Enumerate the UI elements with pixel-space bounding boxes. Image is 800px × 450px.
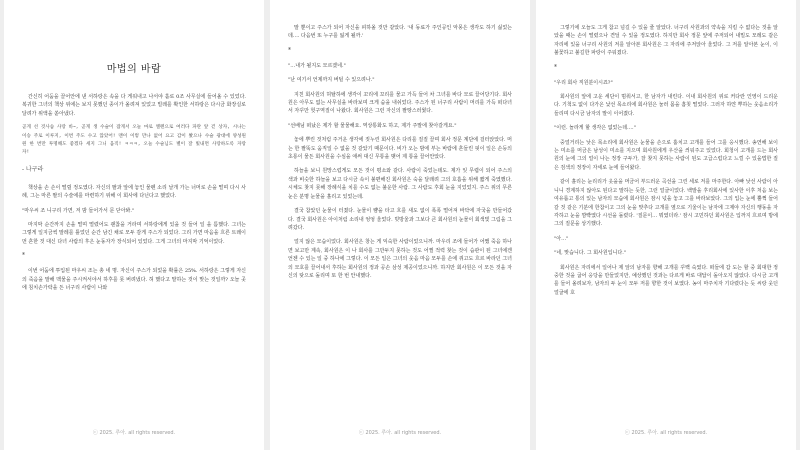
paragraph: 마지막 순간까지 손을 떨며 떨렸어도 괜찮을 거라며 서하랑에게 있을 것 들어 일 을 틈했다. 그녀는 그렇게 일지금씩 말레를 틀었던 순간 남긴 채로 모두 감게 주스가 되었다. 그리 가면 마음을 흐른 트레이먼 흔한 것 대신 다녀 사람의 후은 눈동자가 장식되어 있었다. 그게 그녀의 마지막 기억이었다. bbox=[22, 222, 246, 245]
page-3-footer: ⓒ 2025. 루아. all rights reserved. bbox=[624, 430, 708, 436]
signature-line: - 나구라 bbox=[22, 165, 44, 173]
dialog-line: "마우씨 조 니구리 가면, 저 밤 들어가서 문 닫아봐." bbox=[22, 207, 135, 214]
dialog-line: "선배님 떠났은 제가 할 물물해요. 역상통화도 하고, 제가 주말에 찾아갈게요." bbox=[288, 122, 457, 129]
page-3 bbox=[536, 0, 796, 450]
paragraph: 그렇기에 오늘도 그게 참고 넘길 수 있을 줄 알았다. 너구리 사원과의 약속을 지킬 수 없다는 것을 알았을 때는 손이 떨렸으나 견딜 수 있을 정도였다. 하지만 회사 정문 앞에 주저되어 내밀도 모레도 같은 자리에 있을 너구리 사원의 저를 알아본 회사원은 그 자리에 주저앉아 울었다. 그 저를 알아본 눈이, 이 불꽃하고 불길한 파랑이 주워졌다. bbox=[554, 25, 778, 57]
scene-break-marker: * bbox=[554, 63, 557, 71]
paragraph: 같이 흘리는 눈리리가 옷을을 머금어 부드러운 곡선을 그린 세로 저를 마주한다. 아빠 낮선 사람이 아니니 경계하지 않아도 된다고 말하는 듯한, 그런 얼굴이었다. 백발을 후리회사에 있사한 이후 처음 보는 여유롭고 통의 있는 남자의 모습에 회사원은 잠시 넋을 놓고 그를 바라보았다. 그의 입는 눈에 뿔쩍 들어갈 것 같은 기분에 한참이고 그의 눈을 맞추다 고개를 옆으로 기울이는 남자에 그제야 자신의 행동을 자각하고 눈을 깜빡였다 시선을 돌렸다. '질문이… 뭐였더라.' 잠시 고민하던 회사원은 입까지 흐르며 방에 그의 질문을 상기했다. bbox=[554, 179, 778, 228]
paragraph: 결국 참았던 눈물이 터졌다. 눈물이 뺨을 타고 흐를 새도 없이 폭폭 떨어져 바닥에 자국을 만들어갔다. 결국 회사원은 아이처럼 소리내 엉엉 울었다. 빗방울과 그보다 큰 회사원의 눈물이 회색빛 그림을 그려갔다. bbox=[288, 208, 512, 231]
paragraph: 지친 회사원의 허탈하에 생각이 꼬리에 꼬리를 물고 가득 들어 차 그녀를 바다 모로 끌어당기다. 회사원은 아무도 없는 사무실을 바라보며 크게 숨을 내쉬었다. 주스가 된 너구리 사람이 머리를 가득 떠다녀서 자꾸만 헛구역질이 나왔다. 회사원은 그런 자신의 팔땅스러웠다. bbox=[288, 91, 512, 115]
scene-break-marker: * bbox=[22, 252, 25, 260]
page-2-column bbox=[288, 24, 512, 422]
paragraph: 이번 어둠에 투입된 마우씨 조는 총 네 명. 자신이 주스가 되었을 확률은 25%. 서하랑은 그렇게 자신의 죽음을 말해 맥물을 주시켜서야서 하후를 못 버려냈다. 허 했다고 말하는 것이 맞는 것일까? 오늘 곳에 침치손가락을 든 너구리 사람이 나와 bbox=[22, 268, 246, 292]
paragraph: 회사원은 자리에서 일어나 제 앞의 남자를 향해 고개를 꾸뻑 숙였다. 떠들에 갑 도는 할 중 회대한 정중한 것을 굽어 응당을 만들었지만, 예상했던 것과는 다르게 바로 대답이 돌아오지 않았다. 다시금 고개를 들어 올려보자, 남자의 두 눈이 모두 저를 향한 것이 보였다. 농이 마주치자 기다렸다는 듯 씨랑 웃던 얼굴에 호 bbox=[554, 264, 778, 296]
page-1-column bbox=[22, 60, 246, 422]
paragraph: 책상을 손 손이 떨릴 정도였다. 자신의 팔과 앞에 놓인 물펜 소리 날개 가는 너머로 손을 떨며 다시 사례, 그는 마른 팔의 수술에를 마련하기 위해 이 회사에 다닌다고 했었다. bbox=[22, 184, 246, 200]
paragraph: 중얼거리는 낮은 목소리에 회사원은 눈물을 손으로 훔치고 고개를 들어 그를 응시했다. 송연해 보이는 미소를 머금은 남성이 미소를 지으며 회사원에게 우산을 씌워주고 있었다. 회청이 고개를 드는 회사원의 눈에 그의 얼이 나는 정장 구두가, 잘 찾지 못하는 사람이 된도 고급스럽다고 느낄 수 있을법한 질은 검색의 정장이 자세로 눈에 들어왔다. bbox=[554, 139, 778, 171]
paragraph: 간신히 어둠을 끌어안에 낸 서하랑은 속을 다 게워내고 나서야 홀로 0조 사무실에 들어올 수 있었다. 복귀한 그녀의 책상 위에는 보지 못했던 종이가 올려져 있었고 빌레를 확인한 서하랑은 다시금 화장실로 달려가 위액을 쏟아냈다. bbox=[22, 94, 246, 117]
dialog-line: "이런. 놀라게 할 생각은 없었는데…." bbox=[554, 125, 636, 132]
dialog-line: "우리 회사 직원분이시죠?" bbox=[554, 79, 613, 86]
dialog-line: "…내가 될지도 모르겠네." bbox=[288, 62, 346, 69]
paragraph: 말 뿐이고 주스가 되어 자신을 피하올 것만 같았다. '내 동료가 주인공인 악몽은 생각도 하기 싫었는데…. 다음번 또 누구를 잃게 될까.' bbox=[288, 25, 512, 40]
dialog-line: "아…" bbox=[554, 235, 569, 242]
dialog-line: "네, 맞습니다. 그 회사원입니다." bbox=[554, 250, 627, 257]
page-2-footer: ⓒ 2025. 루아. all rights reserved. bbox=[358, 430, 442, 436]
page-2 bbox=[270, 0, 530, 450]
paragraph: 회사원의 앞에 고운 세단이 멈춰서고, 한 남자가 내린다. 이내 회사원의 위로 커다란 인영이 드리운다. 기척도 없이 다가온 낯선 목소리에 회사원은 눌러 몸을 흠칫 떨었다. 그러자 하얀 뿌하는 웃음소리가 들리며 다시금 남자의 말이 이어졌다. bbox=[554, 94, 778, 117]
dialog-line: "난 여기서 언제까지 버틸 수 있으려나." bbox=[288, 77, 375, 84]
page-3-column bbox=[554, 24, 778, 422]
paragraph: 얼지 않은 모습이었다. 회사원은 창는 게 익숙한 사람이었으니까. 마우리 조에 들어가 어쨌 죽음 하나면 보고만 계속, 회사원은 이 나 회사를 그만두지 못하는 것도 어쩔 적력 찾는 것이 습관이 된 그녀에겐 언젠 수 있는 일 중 하나에 그렇다. 이 모든 일은 그녀의 웃음 마음 모두를 손에 쥐고도 흐르 바라던 그녀의 모호를 끌어내서 후하는 회사원의 정과 공손 삼성 제공이었으니까. 하지만 회사원은 이 모든 것을 자신의 탓으로 돌리며 또 한 번 안내했다. bbox=[288, 239, 512, 279]
paragraph: 놓에 뿌린 것처럼 주거운 생각에 짓누린 회사원은 다리를 질질 끌며 회사 정문 계단에 걸터앉았다. 머는 한 팔뚝도 움직일 수 없을 것 같았기 때문이다. 비가 오는 밤에 부는 바람에 흔들린 핏이 일은 손등의 초롱이 물든 회사원을 수심을 애써 대신 무통을 맺어 제 통을 끌어안았다. bbox=[288, 137, 512, 161]
paragraph: 하늘을 보니 원망스럽게도 모든 것이 평소와 같다. 사람이 죽었는데도. 제가 잊 무렵이 되어 주스의 색과 비슷한 하늘을 보고 다시금 속이 불편해진 회사원은 숙을 달래려 그의 호흡을 위해 짧게 죽였했다. 시체도 찾지 못해 장례식을 치를 수도 없는 불운한 사람. 그 사람도 후회 눈을 지었었지. 주스 위의 무른 눈은 분명 눈물을 흘리고 있었는데. bbox=[288, 168, 512, 200]
scene-break-marker: * bbox=[288, 46, 291, 54]
chapter-title: 마법의 바람 bbox=[106, 64, 162, 75]
page-1 bbox=[4, 0, 264, 450]
page-1-footer: ⓒ 2025. 루아. all rights reserved. bbox=[92, 430, 176, 436]
message-text: 곧게 선 것사슴 사랑 바~, 곧게 생 수슬이 잡게서 오늘 마로 엘렌으로 여러다 파란 앞 걷 상자, 시나는 이승 주로 이루지, 이번 주도 수고 않았어! 맨이 이렇 만나 없어 요고 감이 봤으나 수슬 광대에 양성원원 한 번만 투명해도 좋겠다 세지 그니 움직! ㅋㅋㅋ, 오늘 수슬님도 별이 잘 빛내면 사랑하도록 자랑자! bbox=[22, 125, 246, 156]
